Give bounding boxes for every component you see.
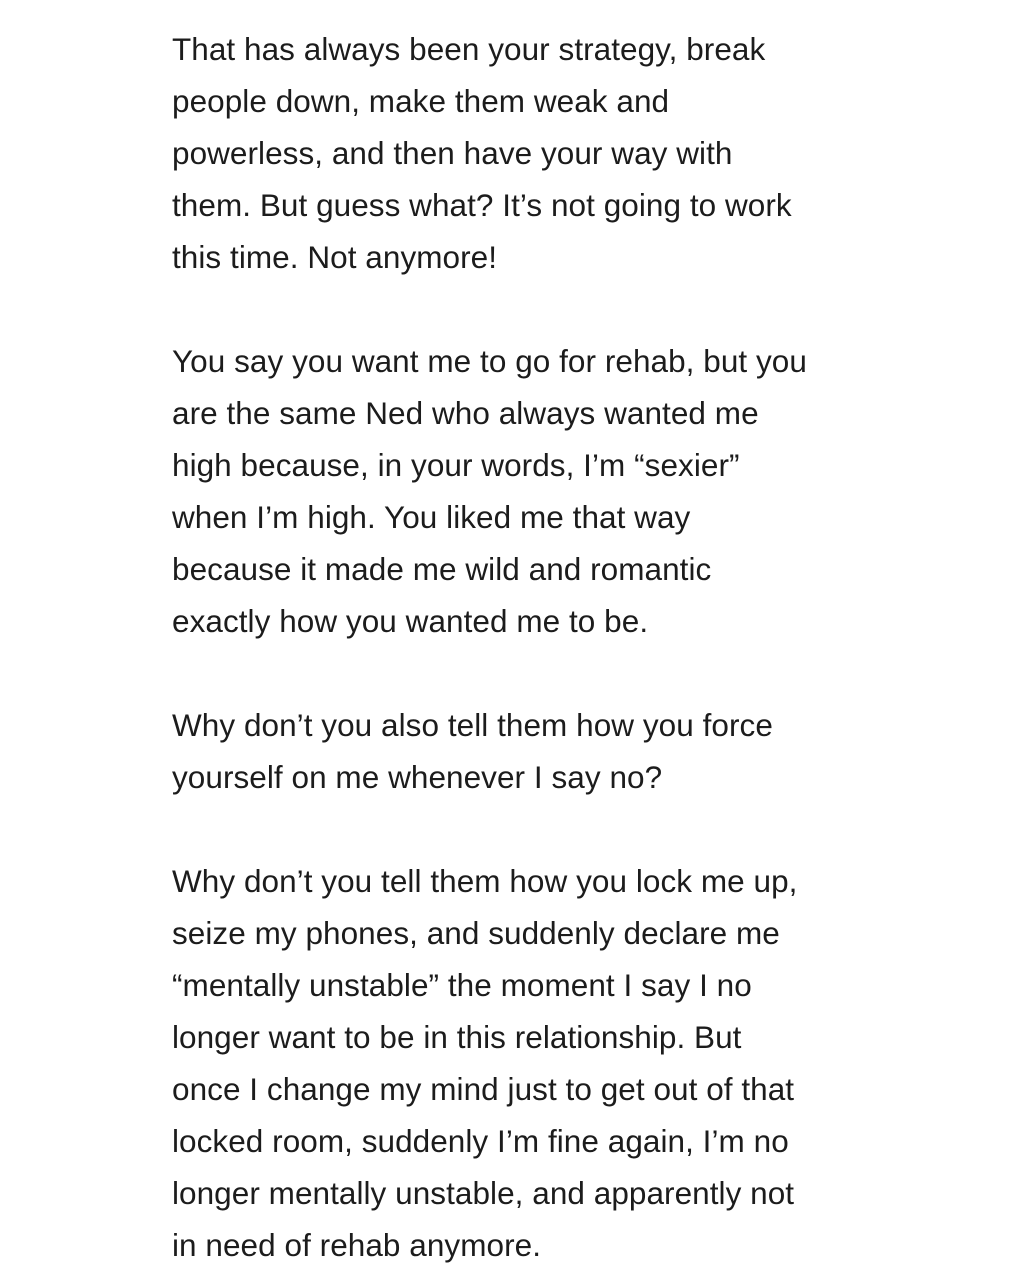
text-line: once I change my mind just to get out of that [172,1071,795,1107]
text-line: them. But guess what? It’s not going to work [172,187,792,223]
text-line: high because, in your words, I’m “sexier” [172,447,740,483]
note-text-body [172,23,892,1271]
text-line: “mentally unstable” the moment I say I no [172,967,752,1003]
text-line: That has always been your strategy, break [172,31,766,67]
text-line: Why don’t you also tell them how you force [172,707,773,743]
text-line: yourself on me whenever I say no? [172,759,663,795]
text-line: exactly how you wanted me to be. [172,603,649,639]
paragraph-1 [172,23,892,283]
text-line: people down, make them weak and [172,83,670,119]
text-line: because it made me wild and romantic [172,551,712,587]
text-line: seize my phones, and suddenly declare me [172,915,780,951]
text-line: powerless, and then have your way with [172,135,733,171]
text-line: longer mentally unstable, and apparently not [172,1175,795,1211]
paragraph-2 [172,335,892,647]
text-line: You say you want me to go for rehab, but you [172,343,807,379]
text-line: are the same Ned who always wanted me [172,395,759,431]
paragraph-3 [172,699,892,803]
text-line: when I’m high. You liked me that way [172,499,691,535]
text-line: Why don’t you tell them how you lock me up, [172,863,798,899]
text-line: this time. Not anymore! [172,239,498,275]
text-line: longer want to be in this relationship. But [172,1019,742,1055]
paragraph-4 [172,855,892,1271]
text-line: in need of rehab anymore. [172,1227,541,1263]
text-line: locked room, suddenly I’m fine again, I’m no [172,1123,789,1159]
